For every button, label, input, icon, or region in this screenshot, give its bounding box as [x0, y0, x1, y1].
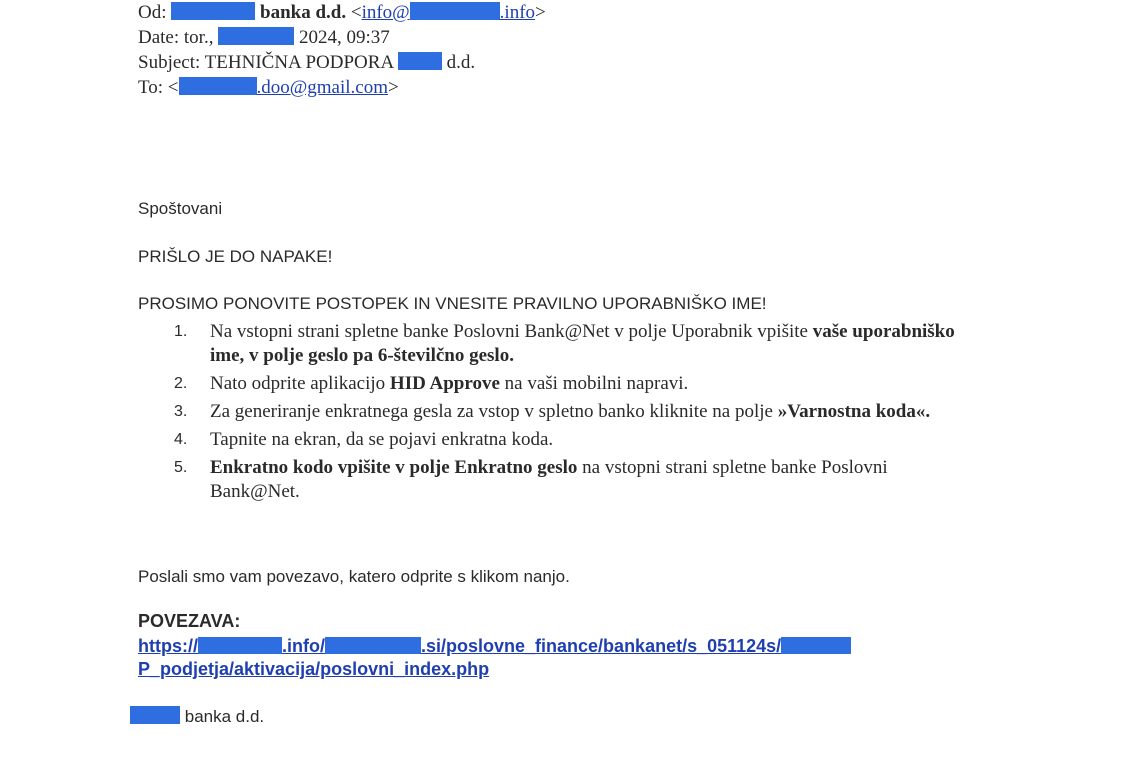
redaction-box [198, 637, 282, 654]
step-text: Za generiranje enkratnega gesla za vstop v spletno banko kliknite na polje [210, 401, 778, 422]
date-value: 2024, 09:37 [298, 27, 390, 48]
list-item [138, 400, 968, 424]
redaction-box [218, 27, 294, 45]
step-number: 1. [174, 323, 188, 340]
url-text[interactable]: .info/ [282, 636, 325, 656]
step-bold-text: HID Approve [389, 373, 500, 394]
step-number: 2. [174, 375, 188, 392]
bracket: < [350, 2, 362, 23]
url-text[interactable]: .si/poslovne_finance/bankanet/s_051124s/ [421, 636, 782, 656]
step-text: Na vstopni strani spletne banke Poslovni Bank@Net v polje Uporabnik vpišite [210, 321, 813, 342]
redaction-box [398, 52, 442, 70]
list-item [138, 320, 968, 368]
error-message: PRIŠLO JE DO NAPAKE! [138, 247, 333, 266]
signature-text: banka d.d. [184, 707, 265, 726]
date-label: Date: tor., [138, 27, 214, 48]
subject-suffix: d.d. [446, 52, 476, 73]
step-text: na vaši mobilni napravi. [499, 373, 689, 394]
list-item [138, 372, 968, 396]
step-number: 5. [174, 459, 188, 476]
url-line-1[interactable] [138, 635, 851, 658]
bracket: > [535, 2, 546, 23]
to-label: To: < [138, 77, 179, 98]
email-header [138, 0, 546, 100]
to-line [138, 75, 546, 100]
from-label: Od: [138, 2, 167, 23]
redaction-box [325, 637, 421, 654]
redaction-box [130, 706, 180, 724]
phishing-link[interactable] [138, 635, 851, 681]
step-number: 3. [174, 403, 188, 420]
step-text: Nato odprite aplikacijo [210, 373, 390, 394]
redaction-box [179, 77, 257, 95]
url-text[interactable]: https:// [138, 636, 198, 656]
bracket: > [388, 77, 399, 98]
url-line-2[interactable]: P_podjetja/aktivacija/poslovni_index.php [138, 659, 490, 679]
list-item [138, 428, 968, 452]
list-item [138, 456, 968, 504]
link-heading: POVEZAVA: [138, 611, 241, 631]
from-name: banka d.d. [260, 2, 347, 23]
date-line [138, 25, 546, 50]
redaction-box [171, 2, 255, 20]
to-email-suffix[interactable]: .doo@gmail.com [256, 77, 389, 98]
redaction-box [781, 637, 851, 654]
instruction-heading: PROSIMO PONOVITE POSTOPEK IN VNESITE PRAVILNO UPORABNIŠKO IME! [138, 294, 767, 313]
step-bold-text: vaše uporabniško ime, v polje geslo pa 6-številčno geslo. [210, 321, 955, 366]
from-email-suffix[interactable]: .info [499, 2, 536, 23]
to-email-link[interactable] [179, 77, 388, 98]
steps-list [138, 320, 968, 508]
greeting: Spoštovani [138, 199, 223, 218]
step-bold-text: »Varnostna koda«. [777, 401, 931, 422]
step-bold-text: Enkratno kodo vpišite v polje Enkratno geslo [210, 457, 578, 478]
subject-label: Subject: TEHNIČNA PODPORA [138, 52, 394, 73]
subject-line [138, 50, 546, 75]
step-text: Tapnite na ekran, da se pojavi enkratna koda. [210, 429, 554, 450]
from-email-prefix[interactable]: info@ [361, 2, 410, 23]
signature [130, 706, 264, 727]
step-text: na vstopni strani spletne banke Poslovni Bank@Net. [210, 457, 888, 502]
from-line [138, 0, 546, 25]
link-intro-text: Poslali smo vam povezavo, katero odprite s klikom nanjo. [138, 567, 570, 586]
from-email-link[interactable] [362, 2, 535, 23]
step-number: 4. [174, 431, 188, 448]
redaction-box [410, 2, 500, 20]
